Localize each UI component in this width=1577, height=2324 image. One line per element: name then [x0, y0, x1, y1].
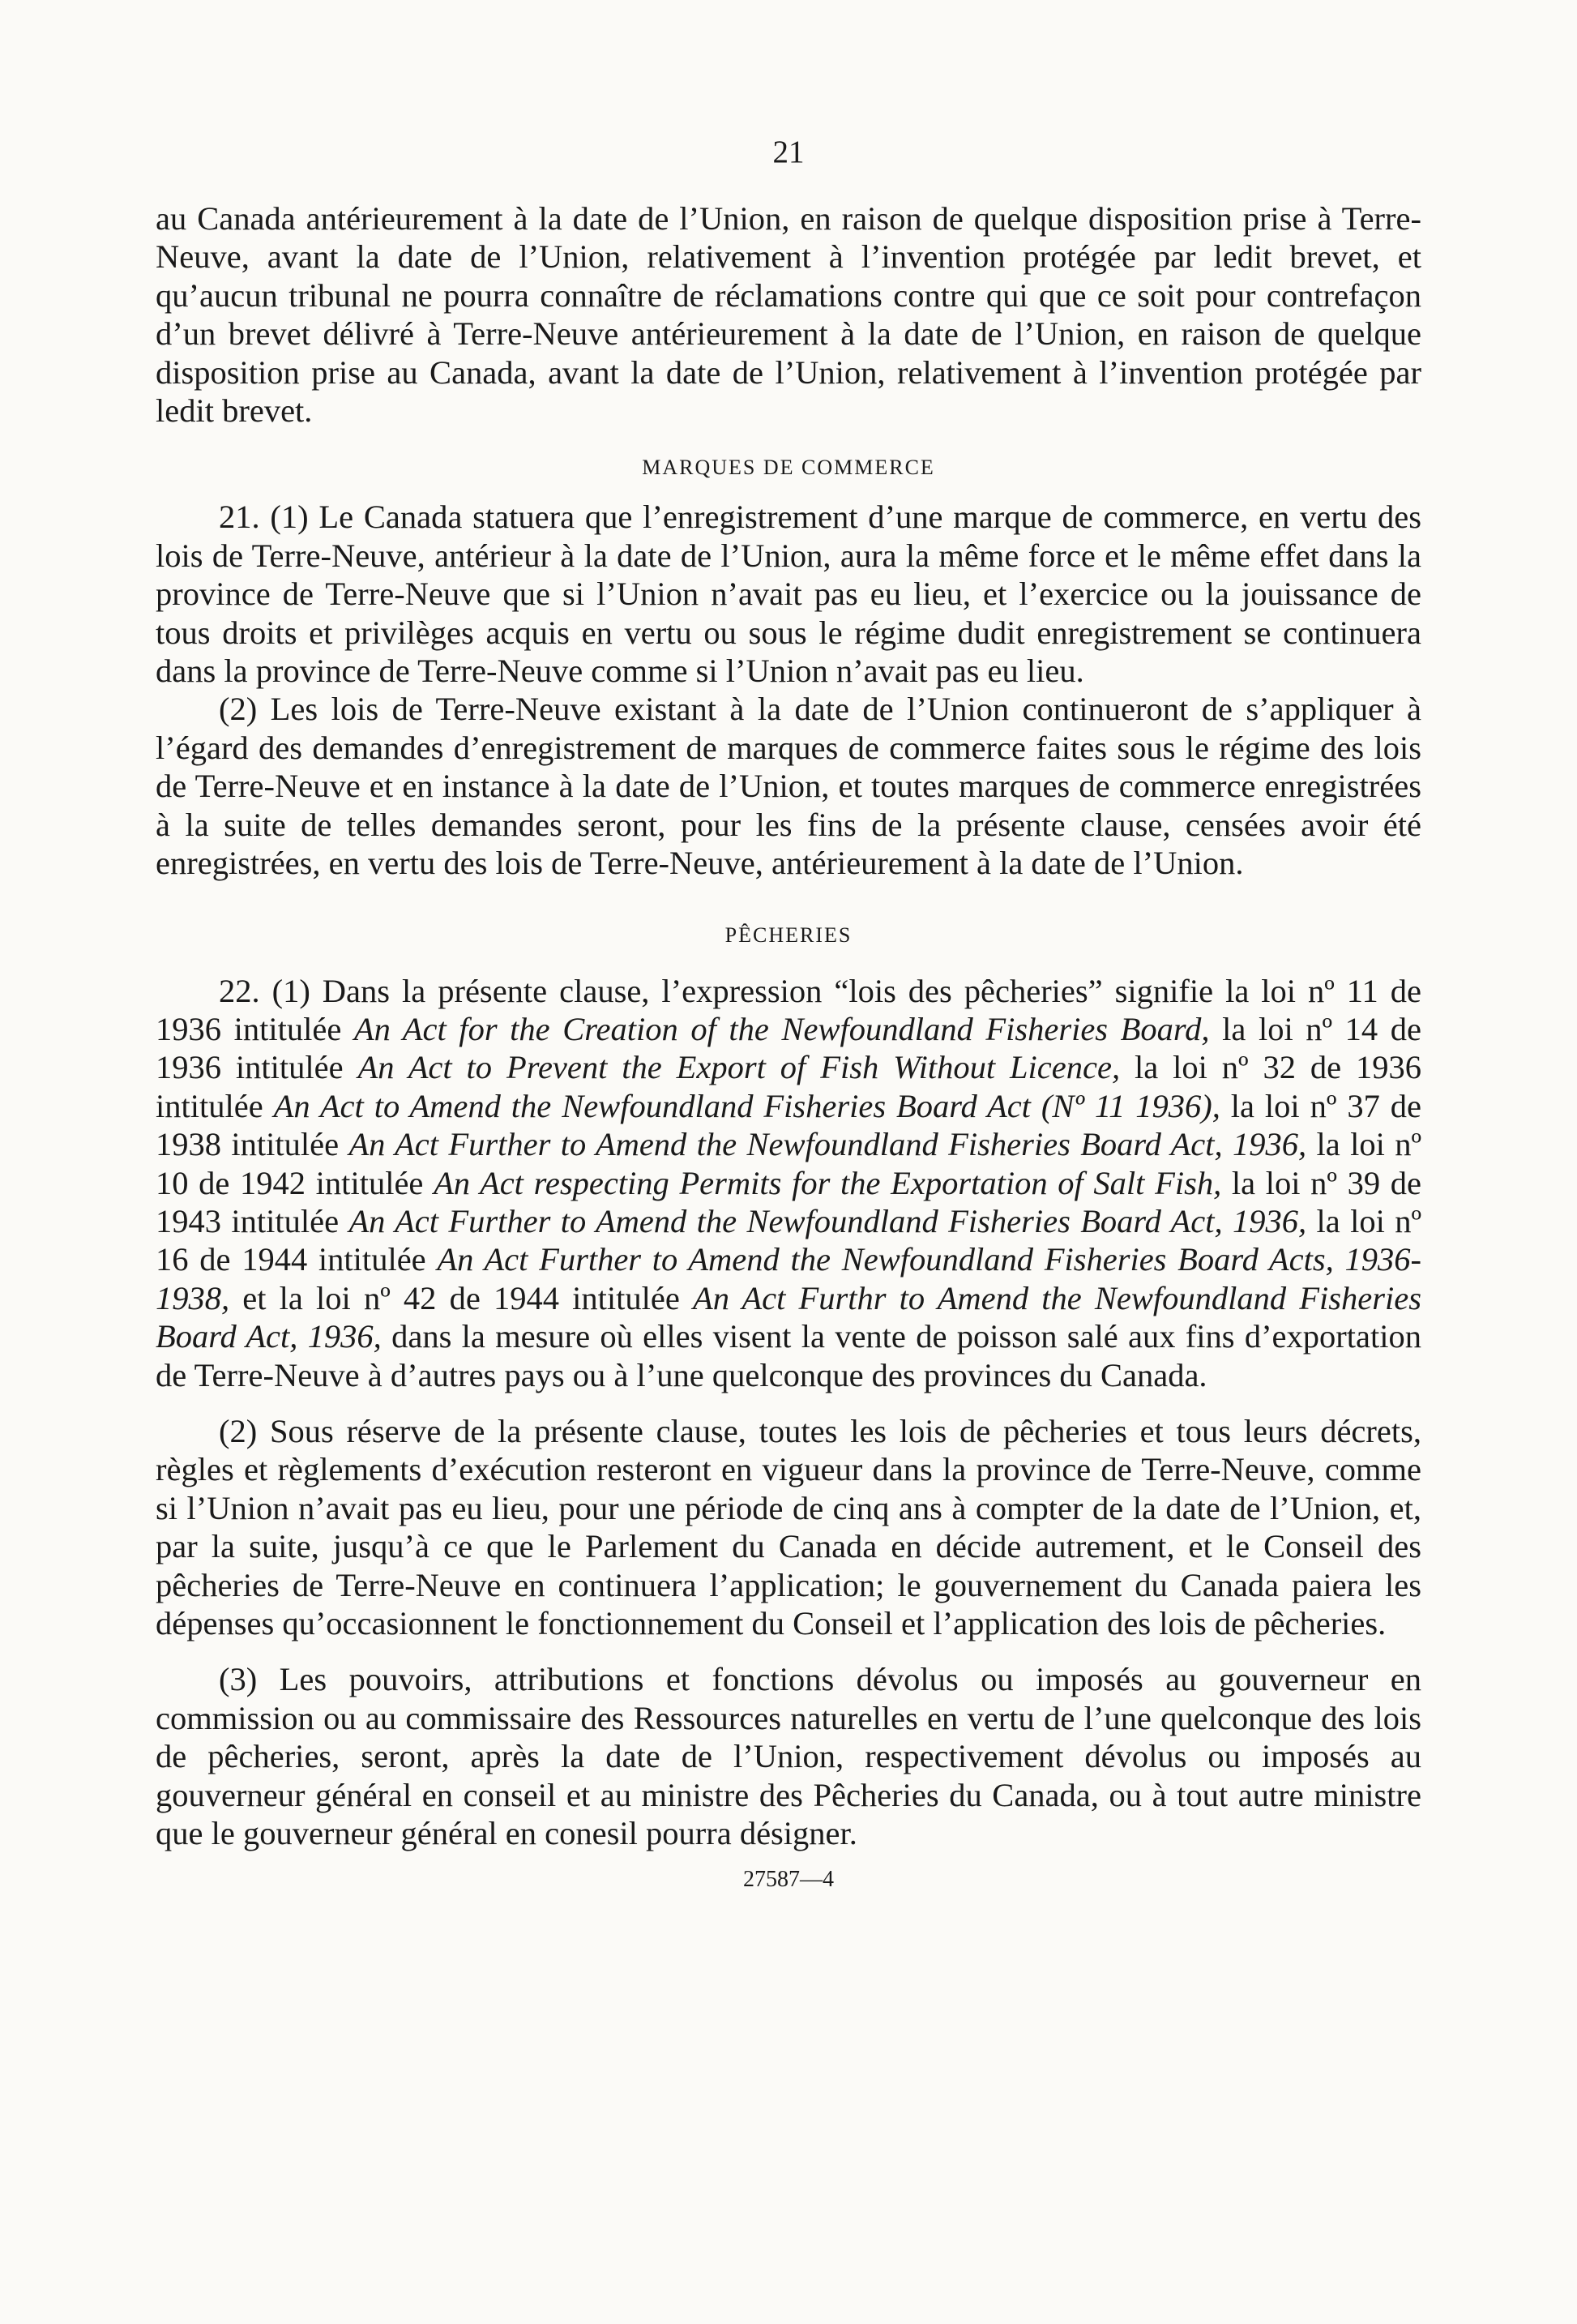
- text-run: la loi nº 10 de 1942 intitulée: [156, 1126, 1421, 1201]
- clause-21-2: (2) Les lois de Terre-Neuve existant à la date de l’Union continueront de s’appliquer à l’égard des demandes d’enregistrement de marques de commerce faites sous le régime des lois de Terre-Neuve et en instance à la date de l’Union, et toutes marques de commerce enregistrées à la suite de telles demandes seront, pour les fins de la présente clause, censées avoir été enregistrées, en vertu des lois de Terre-Neuve, antérieurement à la date de l’Union.: [156, 691, 1421, 882]
- text-run: la loi nº 14 de 1936 intitulée: [156, 1010, 1422, 1086]
- text-run: la loi nº 32 de 1936 intitulée: [156, 1049, 1422, 1124]
- clause-21-1: 21. (1) Le Canada statuera que l’enregistrement d’une marque de commerce, en vertu des lois de Terre-Neuve, antérieur à la date de l’Union, aura la même force et le même effet dans la province de Terre-Neuve que si l’Union n’avait pas eu lieu, et l’exercice ou la jouissance de tous droits et privilèges acquis en vertu ou sous le régime dudit enregistrement se continuera dans la province de Terre-Neuve comme si l’Union n’avait pas eu lieu.: [156, 499, 1421, 690]
- act-title: An Act for the Creation of the Newfoundland Fisheries Board,: [353, 1010, 1210, 1047]
- text-run: dans la mesure où elles visent la vente de poisson salé aux fins d’exportation de Terre-Neuve à d’autres pays ou à l’une quelconque des provinces du Canada.: [156, 1318, 1421, 1393]
- print-code: 27587—4: [743, 1867, 834, 1893]
- text-run: et la loi nº 42 de 1944 intitulée: [229, 1279, 693, 1316]
- act-title: An Act Further to Amend the Newfoundland Fisheries Board Act, 1936,: [348, 1202, 1307, 1239]
- act-title: An Act to Prevent the Export of Fish Without Licence,: [357, 1049, 1121, 1086]
- act-title: An Act Furthr to Amend the Newfoundland Fisheries Board Act, 1936,: [156, 1279, 1421, 1355]
- act-title: An Act Further to Amend the Newfoundland Fisheries Board Acts, 1936-1938,: [156, 1241, 1421, 1316]
- clause-22-1: [156, 972, 1421, 1394]
- act-title: An Act respecting Permits for the Exportation of Salt Fish,: [434, 1164, 1222, 1201]
- act-title: An Act Further to Amend the Newfoundland Fisheries Board Act, 1936,: [348, 1126, 1307, 1163]
- act-title: An Act to Amend the Newfoundland Fisheries Board Act (Nº 11 1936),: [273, 1087, 1220, 1124]
- page-number: 21: [772, 135, 805, 169]
- section-heading-marques: MARQUES DE COMMERCE: [642, 456, 935, 480]
- text-run: la loi nº 37 de 1938 intitulée: [156, 1087, 1421, 1163]
- clause-22-3: (3) Les pouvoirs, attributions et fonctions dévolus ou imposés au gouverneur en commission ou au commissaire des Ressources naturelles en vertu de l’une quelconque des lois de pêcheries, seront, après la date de l’Union, respectivement dévolus ou imposés au gouverneur général en conseil et au ministre des Pêcheries du Canada, ou à tout autre ministre que le gouverneur général en conesil pourra désigner.: [156, 1661, 1421, 1852]
- clause-22-2: (2) Sous réserve de la présente clause, toutes les lois de pêcheries et tous leurs décrets, règles et règlements d’exécution resteront en vigueur dans la province de Terre-Neuve, comme si l’Union n’avait pas eu lieu, pour une période de cinq ans à compter de la date de l’Union, et, par la suite, jusqu’à ce que le Parlement du Canada en décide autrement, et le Conseil des pêcheries de Terre-Neuve en continuera l’application; le gouvernement du Canada paiera les dépenses qu’occasionnent le fonctionnement du Conseil et l’application des lois de pêcheries.: [156, 1412, 1421, 1641]
- continuation-paragraph: au Canada antérieurement à la date de l’Union, en raison de quelque disposition prise à Terre-Neuve, avant la date de l’Union, relativement à l’invention protégée par ledit brevet, et qu’aucun tribunal ne pourra connaître de réclamations contre qui que ce soit pour contrefaçon d’un brevet délivré à Terre-Neuve antérieurement à la date de l’Union, en raison de quelque disposition prise au Canada, avant la date de l’Union, relativement à l’invention protégée par ledit brevet.: [156, 200, 1421, 430]
- section-heading-pecheries: PÊCHERIES: [724, 922, 853, 947]
- text-run: la loi nº 16 de 1944 intitulée: [156, 1202, 1421, 1278]
- text-run: la loi nº 39 de 1943 intitulée: [156, 1164, 1421, 1239]
- text-run: 22. (1) Dans la présente clause, l’expression “lois des pêcheries” signifie la loi nº 11 de 1936 intitulée: [156, 972, 1421, 1047]
